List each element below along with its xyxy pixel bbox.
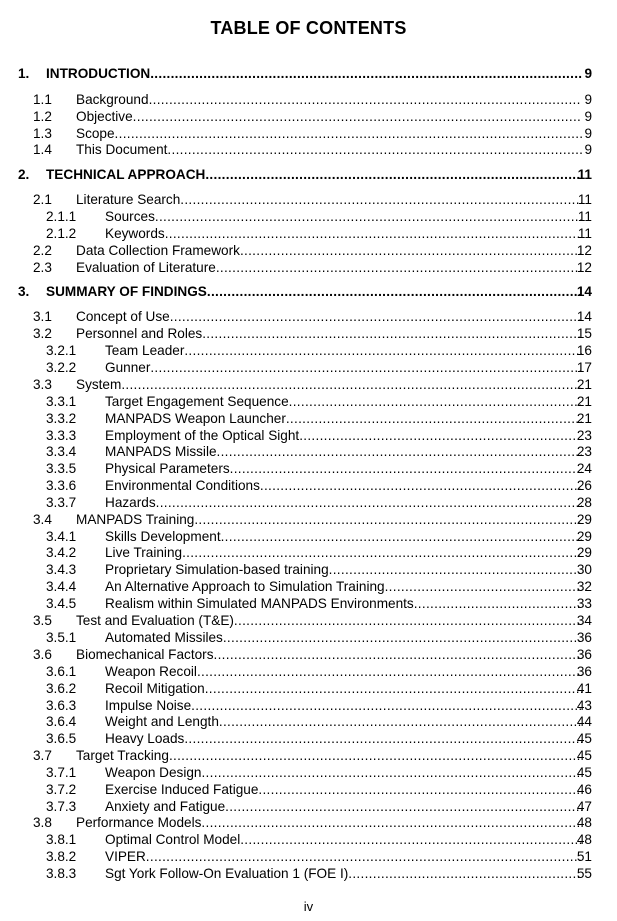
toc-entry-title-leader — [76, 326, 582, 342]
toc-entry-number: 3.4.5 — [46, 596, 77, 611]
dot-leader — [240, 832, 582, 848]
toc-entry[interactable] — [0, 731, 617, 747]
dot-leader — [115, 126, 582, 142]
toc-entry-title: Anxiety and Fatigue — [105, 799, 226, 814]
dot-leader — [156, 495, 582, 511]
toc-entry-title: SUMMARY OF FINDINGS — [46, 284, 207, 299]
toc-entry-title-leader — [46, 66, 582, 82]
toc-entry-page: 15 — [576, 326, 592, 341]
toc-entry-title-leader — [105, 495, 582, 511]
dot-leader — [207, 284, 582, 300]
toc-entry-title: Weapon Recoil — [105, 664, 197, 679]
dot-leader — [230, 461, 582, 477]
toc-entry-page: 21 — [576, 394, 592, 409]
toc-entry-number: 3.6.4 — [46, 714, 77, 729]
toc-entry-title-leader — [105, 866, 582, 882]
toc-entry-number: 3.4 — [33, 512, 52, 527]
toc-entry[interactable] — [0, 226, 617, 242]
toc-entry[interactable] — [0, 66, 617, 82]
dot-leader — [217, 444, 582, 460]
toc-entry-number: 3.2.2 — [46, 360, 77, 375]
dot-leader — [202, 326, 582, 342]
dot-leader — [201, 765, 582, 781]
toc-entry-title-leader — [76, 748, 582, 764]
toc-entry-title: Proprietary Simulation-based training — [105, 562, 329, 577]
toc-entry-page: 28 — [576, 495, 592, 510]
toc-entry-page: 51 — [576, 849, 592, 864]
dot-leader — [201, 815, 582, 831]
toc-entry-title-leader — [105, 428, 582, 444]
toc-entry[interactable] — [0, 411, 617, 427]
dot-leader — [150, 66, 582, 82]
toc-entry-title-leader — [46, 284, 582, 300]
toc-entry-title: Optimal Control Model — [105, 832, 241, 847]
dot-leader — [182, 545, 582, 561]
toc-entry-number: 3.3.2 — [46, 411, 77, 426]
toc-entry-title-leader — [46, 167, 582, 183]
toc-entry-title: Data Collection Framework — [76, 243, 240, 258]
toc-entry-number: 1. — [18, 66, 30, 81]
toc-entry-page: 9 — [584, 66, 592, 81]
dot-leader — [221, 529, 582, 545]
toc-entry[interactable] — [0, 545, 617, 561]
toc-entry-title: Personnel and Roles — [76, 326, 203, 341]
toc-entry-title-leader — [76, 109, 582, 125]
toc-entry-page: 11 — [577, 192, 592, 207]
toc-entry-title-leader — [105, 849, 582, 865]
dot-leader — [216, 260, 582, 276]
toc-entry-title-leader — [105, 343, 582, 359]
dot-leader — [169, 748, 582, 764]
toc-entry-number: 3.3.1 — [46, 394, 77, 409]
toc-entry-title: Heavy Loads — [105, 731, 185, 746]
toc-entry-page: 21 — [576, 411, 592, 426]
toc-entry-number: 3. — [18, 284, 30, 299]
toc-entry-number: 3.7.1 — [46, 765, 77, 780]
dot-leader — [348, 866, 582, 882]
dot-leader — [194, 512, 582, 528]
toc-entry-title-leader — [76, 309, 582, 325]
toc-entry-title-leader — [105, 630, 582, 646]
dot-leader — [121, 377, 582, 393]
toc-entry-number: 3.2 — [33, 326, 52, 341]
toc-entry-title: Hazards — [105, 495, 156, 510]
toc-entry-page: 47 — [576, 799, 592, 814]
toc-entry[interactable] — [0, 849, 617, 865]
toc-entry-page: 9 — [584, 142, 592, 157]
toc-entry-number: 3.7.2 — [46, 782, 77, 797]
toc-entry-title: Physical Parameters — [105, 461, 230, 476]
toc-entry[interactable] — [0, 512, 617, 528]
toc-entry[interactable] — [0, 394, 617, 410]
toc-entry-page: 29 — [576, 512, 592, 527]
toc-entry-page: 29 — [576, 529, 592, 544]
dot-leader — [329, 562, 582, 578]
toc-entry-title-leader — [105, 832, 582, 848]
toc-entry-title-leader — [76, 815, 582, 831]
toc-entry-page: 12 — [576, 243, 592, 258]
toc-entry-page: 16 — [576, 343, 592, 358]
toc-entry-title: MANPADS Weapon Launcher — [105, 411, 286, 426]
dot-leader — [258, 782, 582, 798]
toc-entry-title: Weight and Length — [105, 714, 219, 729]
toc-entry-title: Sgt York Follow-On Evaluation 1 (FOE I) — [105, 866, 349, 881]
toc-entry[interactable] — [0, 647, 617, 663]
toc-entry-number: 3.3.5 — [46, 461, 77, 476]
toc-entry[interactable] — [0, 664, 617, 680]
toc-entry-page: 48 — [576, 832, 592, 847]
toc-entry-page: 45 — [576, 748, 592, 763]
toc-entry-page: 48 — [576, 815, 592, 830]
toc-entry[interactable] — [0, 192, 617, 208]
toc-entry-title-leader — [105, 579, 582, 595]
toc-entry-page: 41 — [576, 681, 592, 696]
toc-entry-title: Performance Models — [76, 815, 202, 830]
toc-entry-page: 12 — [576, 260, 592, 275]
toc-entry[interactable] — [0, 284, 617, 300]
toc-entry-title: MANPADS Training — [76, 512, 195, 527]
toc-entry-title: Weapon Design — [105, 765, 202, 780]
toc-entry-number: 3.4.1 — [46, 529, 77, 544]
toc-entry-number: 3.7.3 — [46, 799, 77, 814]
toc-entry[interactable] — [0, 167, 617, 183]
toc-entry-title-leader — [105, 529, 582, 545]
toc-entry-title: Recoil Mitigation — [105, 681, 205, 696]
toc-entry-title: Sources — [105, 209, 155, 224]
toc-entry[interactable] — [0, 748, 617, 764]
toc-entry-number: 3.6.1 — [46, 664, 77, 679]
toc-entry-page: 14 — [576, 309, 592, 324]
toc-entry-title-leader — [76, 613, 582, 629]
toc-entry-page: 9 — [584, 92, 592, 107]
dot-leader — [146, 849, 582, 865]
toc-entry-title: Impulse Noise — [105, 698, 192, 713]
dot-leader — [155, 209, 582, 225]
toc-entry[interactable] — [0, 782, 617, 798]
toc-entry-number: 3.8.2 — [46, 849, 77, 864]
toc-entry-title-leader — [105, 411, 582, 427]
toc-entry-number: 3.6.2 — [46, 681, 77, 696]
dot-leader — [184, 731, 582, 747]
toc-entry-number: 2. — [18, 167, 30, 182]
toc-entry[interactable] — [0, 326, 617, 342]
toc-entry-title: Test and Evaluation (T&E) — [76, 613, 234, 628]
dot-leader — [191, 698, 582, 714]
toc-entry[interactable] — [0, 309, 617, 325]
toc-entry-title: Gunner — [105, 360, 151, 375]
dot-leader — [414, 596, 582, 612]
dot-leader — [286, 411, 582, 427]
toc-entry[interactable] — [0, 109, 617, 125]
toc-entry-title-leader — [105, 562, 582, 578]
toc-entry-number: 3.8.3 — [46, 866, 77, 881]
dot-leader — [205, 681, 582, 697]
toc-entry-page: 33 — [576, 596, 592, 611]
dot-leader — [225, 799, 582, 815]
toc-entry-title-leader — [105, 731, 582, 747]
toc-entry[interactable] — [0, 714, 617, 730]
dot-leader — [385, 579, 582, 595]
toc-entry[interactable] — [0, 92, 617, 108]
toc-entry[interactable] — [0, 461, 617, 477]
toc-entry[interactable] — [0, 832, 617, 848]
toc-entry-page: 9 — [584, 109, 592, 124]
toc-entry-page: 29 — [576, 545, 592, 560]
toc-entry-title: Environmental Conditions — [105, 478, 260, 493]
toc-entry-title: This Document — [76, 142, 168, 157]
toc-entry-page: 17 — [576, 360, 592, 375]
toc-entry-number: 2.2 — [33, 243, 52, 258]
toc-entry-title: Exercise Induced Fatigue — [105, 782, 259, 797]
toc-entry-title: Keywords — [105, 226, 165, 241]
toc-entry-title-leader — [76, 92, 582, 108]
toc-entry[interactable] — [0, 142, 617, 158]
toc-entry-title: Objective — [76, 109, 133, 124]
toc-entry[interactable] — [0, 866, 617, 882]
toc-entry-title: System — [76, 377, 122, 392]
toc-entry-title-leader — [76, 377, 582, 393]
toc-entry-title: Concept of Use — [76, 309, 170, 324]
toc-entry[interactable] — [0, 495, 617, 511]
toc-entry-page: 23 — [576, 428, 592, 443]
toc-entry-title: Realism within Simulated MANPADS Environments — [105, 596, 414, 611]
dot-leader — [180, 192, 582, 208]
toc-entry-title-leader — [105, 698, 582, 714]
toc-entry[interactable] — [0, 343, 617, 359]
toc-entry[interactable] — [0, 799, 617, 815]
toc-entry-title-leader — [105, 664, 582, 680]
toc-entry-title: Employment of the Optical Sight — [105, 428, 300, 443]
toc-entry-title-leader — [76, 126, 582, 142]
toc-entry-page: 36 — [576, 630, 592, 645]
toc-entry-number: 2.3 — [33, 260, 52, 275]
toc-entry-title: Scope — [76, 126, 115, 141]
toc-entry-title-leader — [76, 142, 582, 158]
toc-entry-page: 44 — [576, 714, 592, 729]
dot-leader — [289, 394, 582, 410]
toc-entry-number: 3.8.1 — [46, 832, 77, 847]
toc-entry-page: 45 — [576, 731, 592, 746]
dot-leader — [205, 167, 582, 183]
toc-entry-number: 3.3.7 — [46, 495, 77, 510]
toc-entry-title-leader — [105, 681, 582, 697]
toc-entry-page: 23 — [576, 444, 592, 459]
toc-entry-number: 2.1 — [33, 192, 52, 207]
toc-entry[interactable] — [0, 360, 617, 376]
toc-entry-page: 36 — [576, 664, 592, 679]
toc-entry-number: 3.4.2 — [46, 545, 77, 560]
toc-entry-number: 3.2.1 — [46, 343, 77, 358]
toc-entry-title: TECHNICAL APPROACH — [46, 167, 206, 182]
toc-entry-title: Team Leader — [105, 343, 185, 358]
dot-leader — [299, 428, 582, 444]
dot-leader — [149, 92, 582, 108]
toc-entry-page: 11 — [577, 226, 592, 241]
toc-entry-page: 14 — [576, 284, 592, 299]
toc-entry[interactable] — [0, 428, 617, 444]
toc-entry-title-leader — [105, 545, 582, 561]
toc-entry[interactable] — [0, 529, 617, 545]
toc-entry-title-leader — [105, 596, 582, 612]
toc-entry[interactable] — [0, 698, 617, 714]
dot-leader — [234, 613, 582, 629]
toc-entry-page: 36 — [576, 647, 592, 662]
page-title: TABLE OF CONTENTS — [210, 18, 407, 38]
toc-entry-number: 3.5.1 — [46, 630, 77, 645]
toc-entry-title-leader — [105, 226, 582, 242]
toc-entry-page: 46 — [576, 782, 592, 797]
toc-entry-number: 3.3 — [33, 377, 52, 392]
toc-entry-title: INTRODUCTION — [46, 66, 151, 81]
toc-entry-page: 9 — [584, 126, 592, 141]
toc-entry-title-leader — [76, 192, 582, 208]
toc-entry-title-leader — [105, 461, 582, 477]
toc-entry-number: 3.6.3 — [46, 698, 77, 713]
toc-entry-page: 32 — [576, 579, 592, 594]
toc-entry-number: 1.4 — [33, 142, 52, 157]
toc-entry-number: 1.2 — [33, 109, 52, 124]
toc-entry[interactable] — [0, 444, 617, 460]
toc-entry[interactable] — [0, 630, 617, 646]
toc-entry-title-leader — [105, 765, 582, 781]
toc-entry-title-leader — [105, 394, 582, 410]
toc-entry-number: 3.1 — [33, 309, 52, 324]
toc-entry[interactable] — [0, 681, 617, 697]
toc-entry[interactable] — [0, 596, 617, 612]
toc-entry-title-leader — [105, 478, 582, 494]
toc-entry-page: 43 — [576, 698, 592, 713]
toc-entry-title: Background — [76, 92, 149, 107]
dot-leader — [133, 109, 582, 125]
toc-entry-title-leader — [76, 243, 582, 259]
toc-entry[interactable] — [0, 613, 617, 629]
toc-entry-number: 3.3.6 — [46, 478, 77, 493]
toc-entry-title-leader — [105, 799, 582, 815]
toc-entry-page: 45 — [576, 765, 592, 780]
toc-entry-title: Skills Development — [105, 529, 221, 544]
toc-entry-number: 3.6 — [33, 647, 52, 662]
toc-entry-page: 11 — [577, 209, 592, 224]
toc-entry-title-leader — [105, 714, 582, 730]
toc-entry-title-leader — [105, 209, 582, 225]
toc-entry-number: 3.8 — [33, 815, 52, 830]
dot-leader — [240, 243, 582, 259]
toc-entry-number: 2.1.1 — [46, 209, 77, 224]
toc-entry-title: Target Engagement Sequence — [105, 394, 289, 409]
toc-entry[interactable] — [0, 209, 617, 225]
toc-entry-title-leader — [76, 647, 582, 663]
dot-leader — [150, 360, 582, 376]
dot-leader — [167, 142, 582, 158]
toc-entry-number: 3.4.4 — [46, 579, 77, 594]
toc-entry-title: Target Tracking — [76, 748, 169, 763]
toc-entry-title: VIPER — [105, 849, 146, 864]
toc-entry-number: 1.1 — [33, 92, 52, 107]
toc-entry-number: 3.5 — [33, 613, 52, 628]
toc-entry[interactable] — [0, 765, 617, 781]
dot-leader — [260, 478, 582, 494]
toc-entry[interactable] — [0, 377, 617, 393]
toc-entry-title: MANPADS Missile — [105, 444, 217, 459]
toc-entry-number: 3.7 — [33, 748, 52, 763]
toc-entry-page: 34 — [576, 613, 592, 628]
toc-entry-title-leader — [76, 512, 582, 528]
dot-leader — [184, 343, 582, 359]
toc-entry-title-leader — [105, 782, 582, 798]
toc-entry-title: Evaluation of Literature — [76, 260, 216, 275]
toc-entry-page: 30 — [576, 562, 592, 577]
toc-entry-page: 24 — [576, 461, 592, 476]
toc-entry-title: Live Training — [105, 545, 183, 560]
toc-entry-number: 3.3.4 — [46, 444, 77, 459]
toc-entry-page: 21 — [576, 377, 592, 392]
toc-entry-title: Literature Search — [76, 192, 181, 207]
toc-entry-number: 3.3.3 — [46, 428, 77, 443]
toc-entry[interactable] — [0, 260, 617, 276]
toc-entry[interactable] — [0, 478, 617, 494]
toc-entry[interactable] — [0, 126, 617, 142]
toc-entry-title-leader — [105, 444, 582, 460]
toc-entry-number: 1.3 — [33, 126, 52, 141]
toc-entry-page: 11 — [577, 167, 592, 182]
toc-entry-page: 26 — [576, 478, 592, 493]
toc-entry-title: Automated Missiles — [105, 630, 223, 645]
toc-entry-page: 55 — [576, 866, 592, 881]
toc-entry-number: 2.1.2 — [46, 226, 77, 241]
page-number: iv — [303, 899, 314, 914]
toc-entry-title-leader — [76, 260, 582, 276]
toc-entry[interactable] — [0, 815, 617, 831]
dot-leader — [197, 664, 582, 680]
dot-leader — [170, 309, 582, 325]
toc-entry-number: 3.4.3 — [46, 562, 77, 577]
toc-entry-title-leader — [105, 360, 582, 376]
dot-leader — [214, 647, 582, 663]
toc-entry-number: 3.6.5 — [46, 731, 77, 746]
toc-entry[interactable] — [0, 579, 617, 595]
toc-entry[interactable] — [0, 562, 617, 578]
toc-entry-title: Biomechanical Factors — [76, 647, 214, 662]
dot-leader — [223, 630, 582, 646]
toc-entry-title: An Alternative Approach to Simulation Training — [105, 579, 385, 594]
toc-entry[interactable] — [0, 243, 617, 259]
dot-leader — [219, 714, 582, 730]
dot-leader — [165, 226, 582, 242]
